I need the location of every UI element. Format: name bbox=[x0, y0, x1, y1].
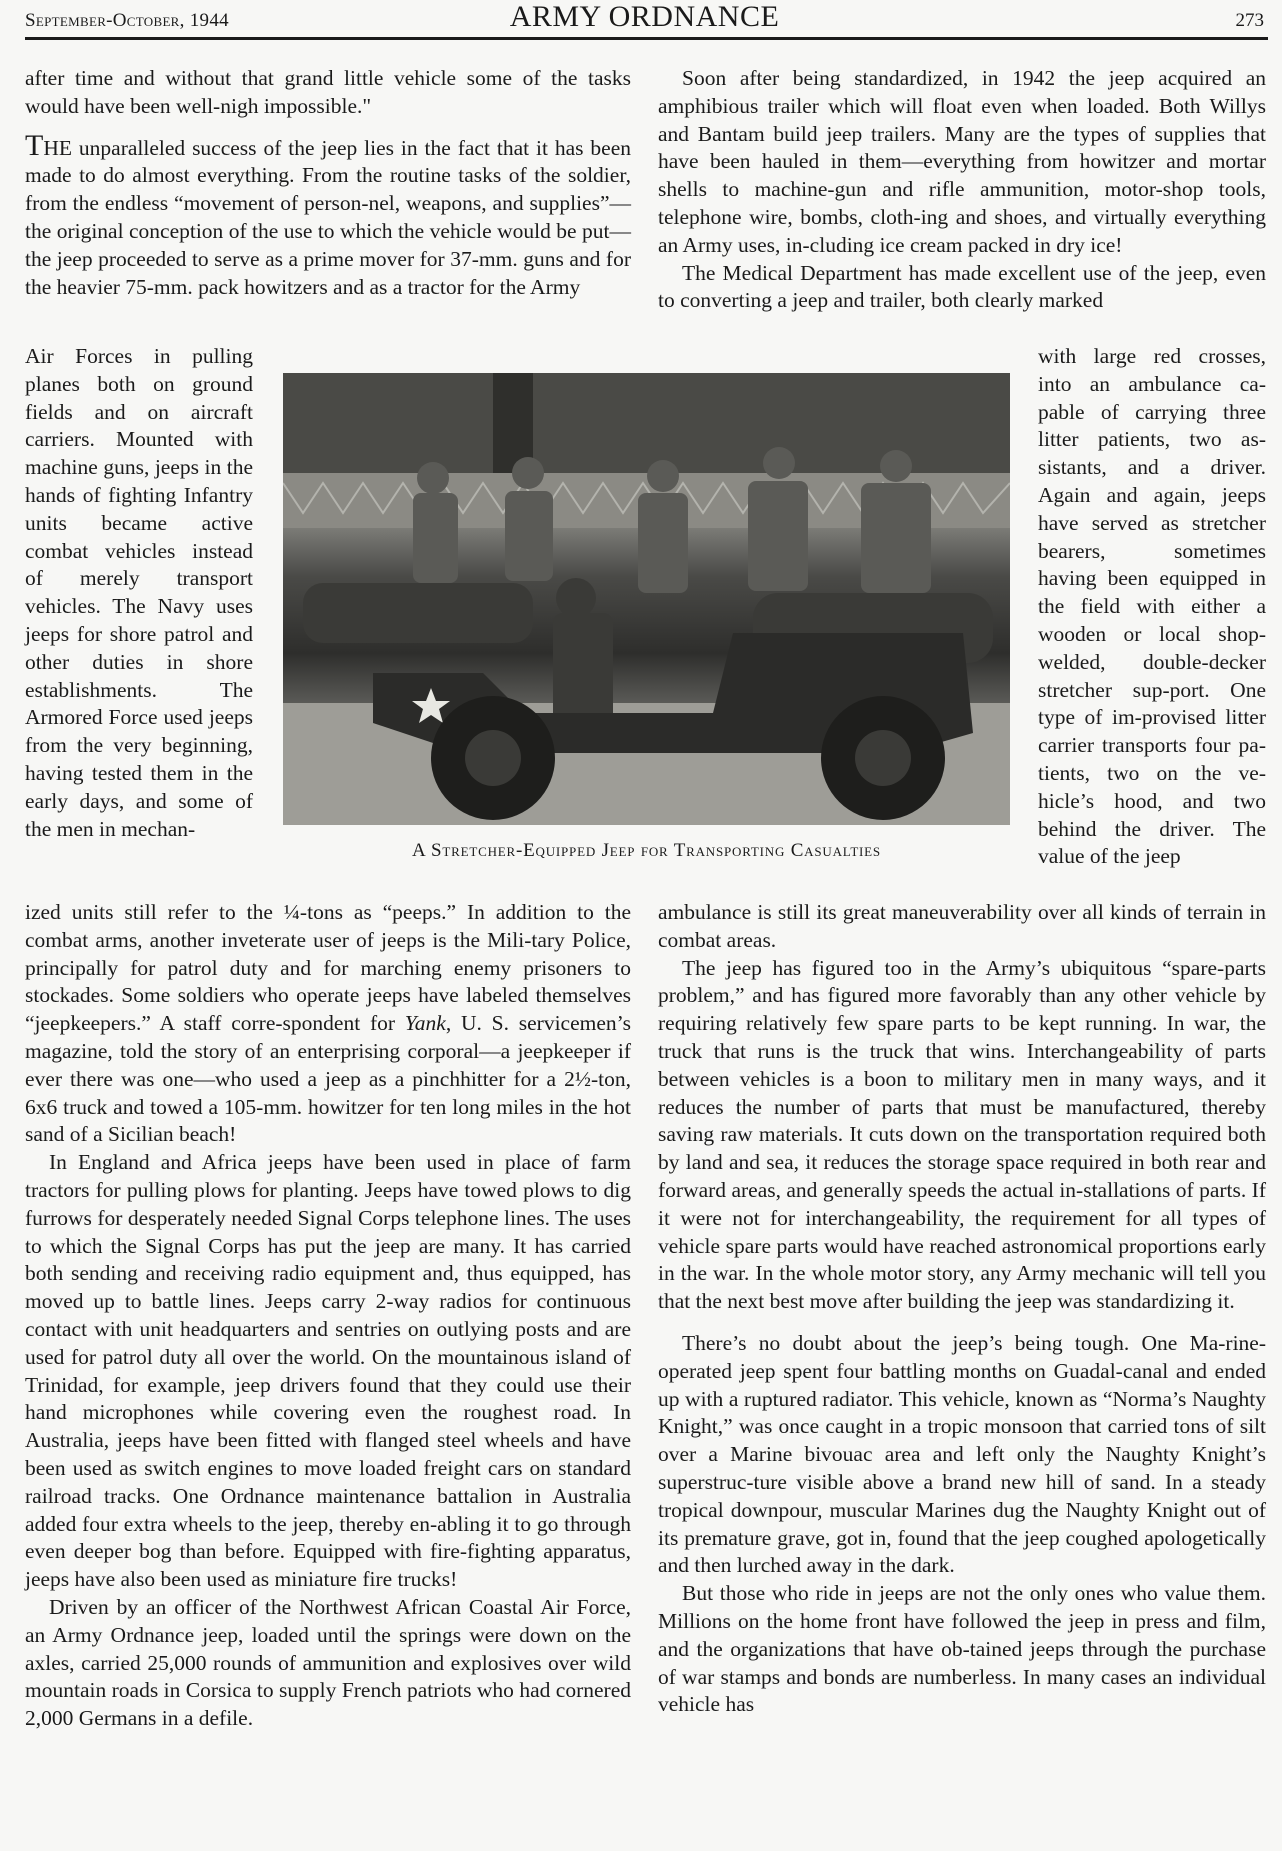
paragraph-text: unparalleled success of the jeep lies in the fact that it has been made to do almost everything. From the routine tasks of the soldier, from the endless “movement of person-nel, weapons, and supplies”—the original conception of the use to which the vehicle would be put—the jeep proceeded to serve as a prime mover for 37-mm. guns and for the heavier 75-mm. pack howitzers and as a tractor for the Army bbox=[25, 135, 631, 299]
paragraph bbox=[25, 899, 631, 1149]
paragraph: In England and Africa jeeps have been used in place of farm tractors for pulling plows for planting. Jeeps have towed plows to dig furrows for desperately needed Signal Corps telephone lines. The uses to which the Signal Corps has put the jeep are many. It has carried both sending and receiving radio equipment and, thus equipped, has moved up to battle lines. Jeeps carry 2-way radios for continuous contact with unit headquarters and sentries on outlying posts and are used for patrol duty all over the world. On the mountainous island of Trinidad, for example, jeep drivers found that they could use their hand microphones while covering even the roughest road. In Australia, jeeps have been fitted with flanged steel wheels and have been used as switch engines to move loaded freight cars on standard railroad tracks. One Ordnance maintenance battalion in Australia added four extra wheels to the jeep, thereby en-abling it to go through even deeper bog than before. Equipped with fire-fighting apparatus, jeeps have also been used as miniature fire trucks! bbox=[25, 1150, 631, 1592]
paragraph: with large red crosses, into an ambulance ca-pable of carrying three litter patients, two as-sistants, and a driver. Again and again, jeeps have served as stretcher bearers, sometimes having been equipped in the field with either a wooden or local shop-welded, double-decker stretcher sup-port. One type of im-provised litter carrier transports four pa-tients, two on the ve-hicle’s hood, and two behind the driver. The value of the jeep bbox=[1038, 344, 1266, 869]
issue-date: September-October, 1944 bbox=[25, 10, 229, 31]
paragraph: Driven by an officer of the Northwest African Coastal Air Force, an Army Ordnance jeep, loaded until the springs were down on the axles, carried 25,000 rounds of ammunition and explosives over wild mountain roads in Corsica to supply French patriots who had cornered 2,000 Germans in a defile. bbox=[25, 1594, 631, 1731]
paragraph: But those who ride in jeeps are not the only ones who value them. Millions on the home front have followed the jeep in press and film, and the organizations that have ob-tained jeeps through the purchase of war stamps and bonds are numberless. In many cases an individual vehicle has bbox=[658, 1581, 1266, 1717]
drop-cap-rest: HE bbox=[43, 135, 72, 160]
page-number: 273 bbox=[1235, 10, 1264, 31]
page-header bbox=[25, 0, 1264, 40]
paragraph: ambulance is still its great maneuverability over all kinds of terrain in combat areas. bbox=[658, 900, 1266, 952]
right-column-bottom bbox=[658, 899, 1266, 1719]
paragraph: Air Forces in pulling planes both on ground fields and on aircraft carriers. Mounted with machine guns, jeeps in the hands of fighting Infantry units became active combat vehicles instead of merely transport vehicles. The Navy uses jeeps for shore patrol and other duties in shore establishments. The Armored Force used jeeps from the very beginning, having tested them in the early days, and some of the men in mechan- bbox=[25, 344, 253, 841]
paragraph: Soon after being standardized, in 1942 the jeep acquired an amphibious trailer which will float even when loaded. Both Willys and Bantam build jeep trailers. Many are the types of supplies that have been hauled in them—everything from howitzer and mortar shells to machine-gun and rifle ammunition, motor-shop tools, telephone wire, bombs, cloth-ing and shoes, and virtually everything an Army uses, in-cluding ice cream packed in dry ice! bbox=[658, 66, 1266, 257]
left-column-bottom bbox=[25, 899, 631, 1733]
paragraph: The jeep has figured too in the Army’s ubiquitous “spare-parts problem,” and has figured more favorably than any other vehicle by requiring relatively few spare parts to be kept running. In war, the truck that runs is the truck that wins. Interchangeability of parts between vehicles is a boon to military men in many ways, and it reduces the number of parts that must be manufactured, thereby saving raw materials. It cuts down on the transportation required both by land and sea, it reduces the storage space required in both rear and forward areas, and generally speeds the actual in-stallations of parts. If it were not for interchangeability, the requirement for all types of vehicle spare parts would have reached astronomical proportions early in the war. In the whole motor story, any Army mechanic will tell you that the next best move after building the jeep was standardizing it. bbox=[658, 955, 1266, 1314]
paragraph-text: ized units still refer to the ¼-tons as “peeps.” In addition to the combat arms, another inveterate user of jeeps is the Mili-tary Police, principally for patrol duty and for marching enemy prisoners to stockades. Some soldiers who operate jeeps have labeled themselves “jeepkeepers.” A staff corre-spondent for bbox=[25, 900, 631, 1036]
figure-photo bbox=[283, 373, 1010, 825]
publication-title: ARMY ORDNANCE bbox=[509, 0, 780, 33]
paragraph-dropcap bbox=[25, 128, 631, 302]
paragraph: after time and without that grand little vehicle some of the tasks would have been well-nigh impossible." bbox=[25, 66, 631, 118]
jeep-photo-icon bbox=[283, 373, 1010, 825]
header-rule bbox=[25, 37, 1268, 40]
right-column-wrap bbox=[1038, 343, 1266, 871]
right-column-top bbox=[658, 65, 1266, 315]
figure-caption: A Stretcher-Equipped Jeep for Transporting Casualties bbox=[412, 840, 881, 861]
left-column-wrap bbox=[25, 343, 253, 843]
drop-cap: T bbox=[25, 128, 44, 162]
paragraph: There’s no doubt about the jeep’s being tough. One Ma-rine-operated jeep spent four battling months on Guadal-canal and ended up with a ruptured radiator. This vehicle, known as “Norma’s Naughty Knight,” was once caught in a tropic monsoon that carried tons of silt over a Marine bivouac area and left only the Naughty Knight’s superstruc-ture visible above a brand new hill of sand. In a steady tropical downpour, muscular Marines dug the Naughty Knight out of its premature grave, got in, found that the jeep coughed apologetically and then lurched away in the dark. bbox=[658, 1330, 1266, 1578]
left-column-top bbox=[25, 65, 631, 301]
magazine-title: Yank bbox=[404, 1011, 446, 1036]
paragraph: The Medical Department has made excellent use of the jeep, even to converting a jeep and trailer, both clearly marked bbox=[658, 260, 1266, 313]
paragraph-text: , U. S. servicemen’s magazine, told the story of an enterprising corporal—a jeepkeeper if ever there was one—who used a jeep as a pinchhitter for a 2½-ton, 6x6 truck and towed a 105-mm. howitzer for ten long miles in the hot sand of a Sicilian beach! bbox=[25, 1011, 631, 1147]
